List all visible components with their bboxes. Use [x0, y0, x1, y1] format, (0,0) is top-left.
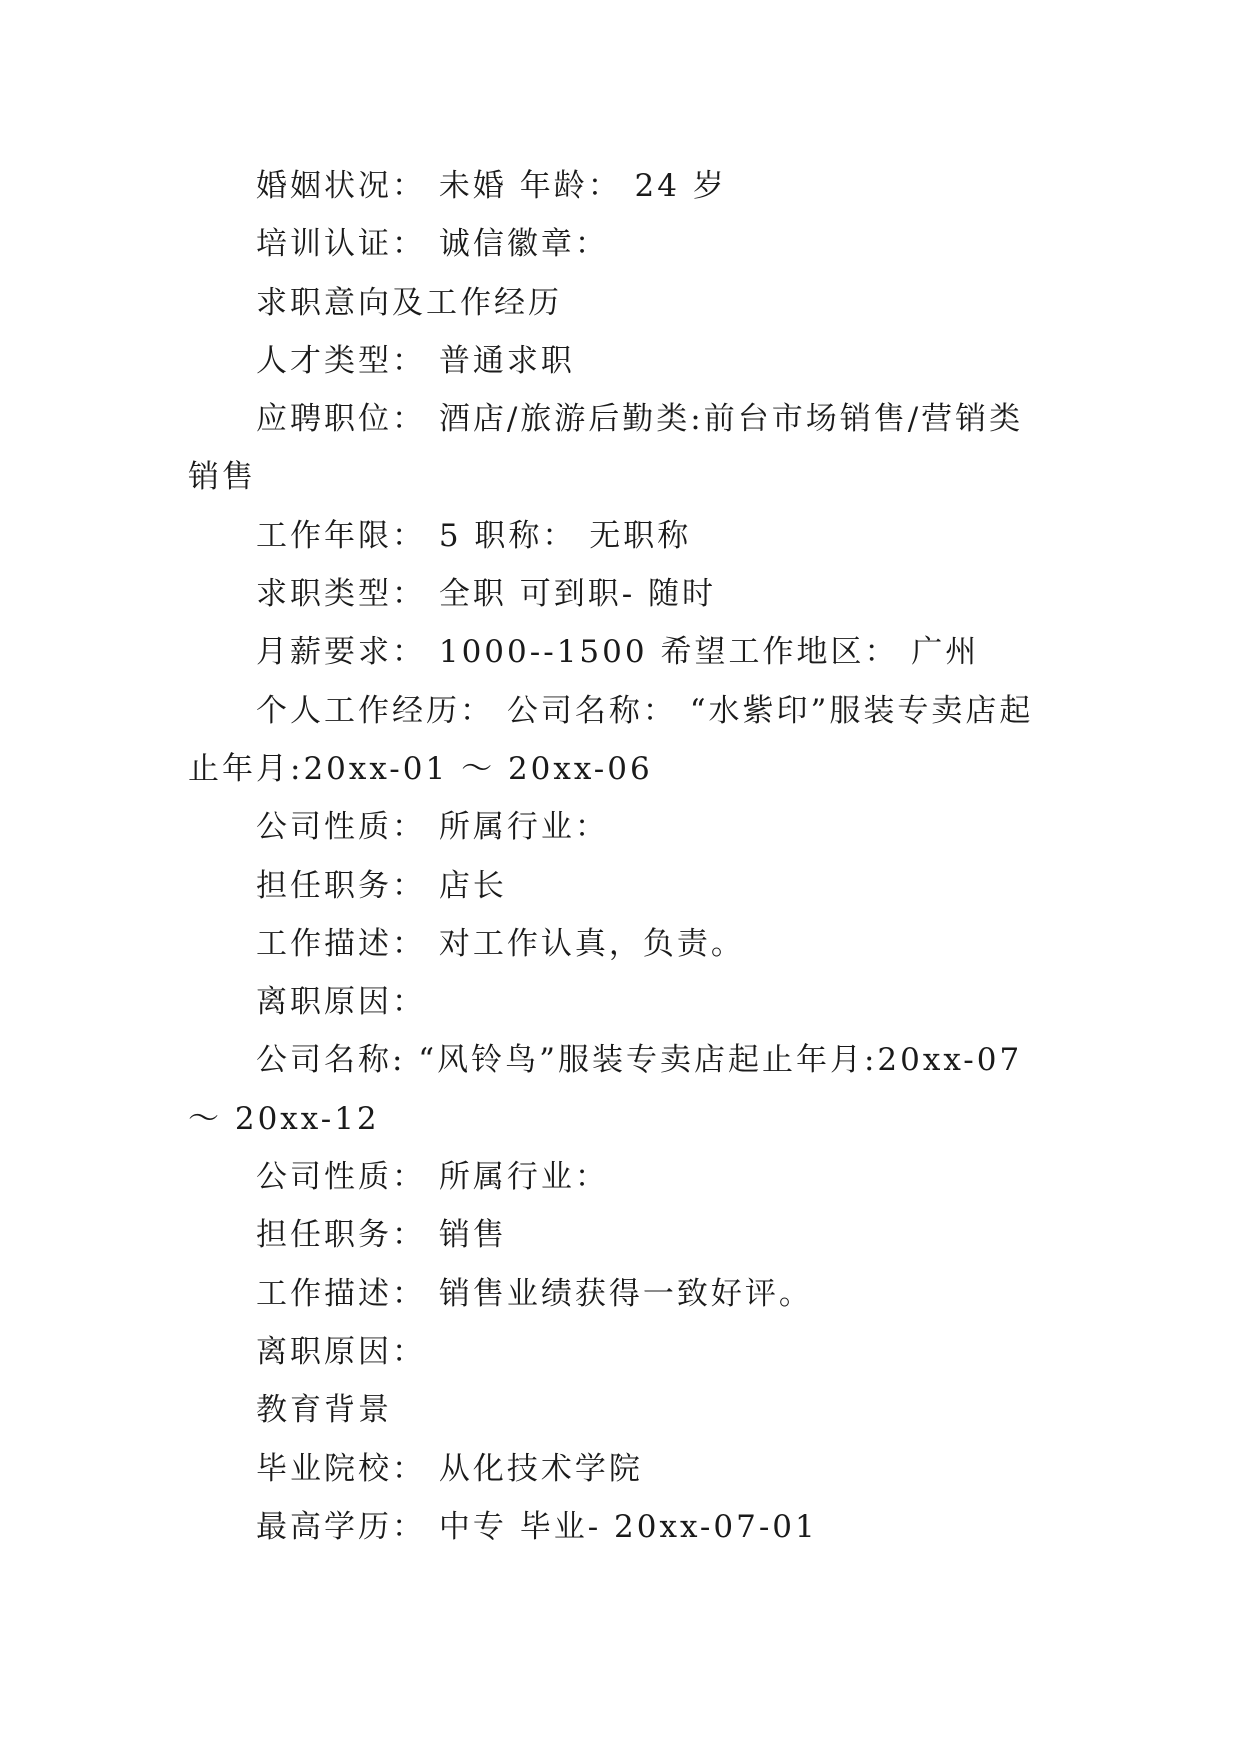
talent-type-line: 人才类型： 普通求职: [256, 342, 575, 379]
work-years-line: 工作年限： 5 职称： 无职称: [256, 517, 692, 554]
company-1-description-line: 工作描述： 对工作认真，负责。: [256, 925, 745, 962]
work-experience-company-1: 个人工作经历： 公司名称： “水紫印”服装专卖店起止年月:20xx-01 ～ 20xx-06: [188, 692, 1034, 787]
highest-degree-line: 最高学历： 中专 毕业- 20xx-07-01: [256, 1508, 818, 1545]
section-heading-job-intention: 求职意向及工作经历: [256, 284, 562, 321]
marital-status-line: 婚姻状况： 未婚 年龄： 24 岁: [256, 168, 727, 204]
company-1-leave-reason-line: 离职原因：: [256, 984, 426, 1021]
company-1-nature-line: 公司性质： 所属行业：: [256, 809, 609, 846]
work-experience-company-2: 公司名称: “风铃鸟”服装专卖店起止年月:20xx-07 ～ 20xx-12: [188, 1042, 1036, 1137]
document-body: [188, 157, 1048, 1556]
company-2-position-line: 担任职务： 销售: [256, 1217, 507, 1254]
job-type-line: 求职类型： 全职 可到职- 随时: [256, 576, 717, 613]
salary-location-line: 月薪要求： 1000--1500 希望工作地区： 广州: [256, 634, 980, 671]
applied-position-line: 应聘职位： 酒店/旅游后勤类:前台市场销售/营销类销售: [188, 401, 1024, 496]
company-2-description-line: 工作描述： 销售业绩获得一致好评。: [256, 1275, 813, 1312]
graduate-school-line: 毕业院校： 从化技术学院: [256, 1450, 643, 1487]
company-1-position-line: 担任职务： 店长: [256, 867, 507, 904]
company-2-nature-line: 公司性质： 所属行业：: [256, 1159, 609, 1196]
training-certification-line: 培训认证： 诚信徽章：: [256, 226, 609, 263]
company-2-leave-reason-line: 离职原因：: [256, 1333, 426, 1370]
section-heading-education: 教育背景: [256, 1392, 392, 1429]
